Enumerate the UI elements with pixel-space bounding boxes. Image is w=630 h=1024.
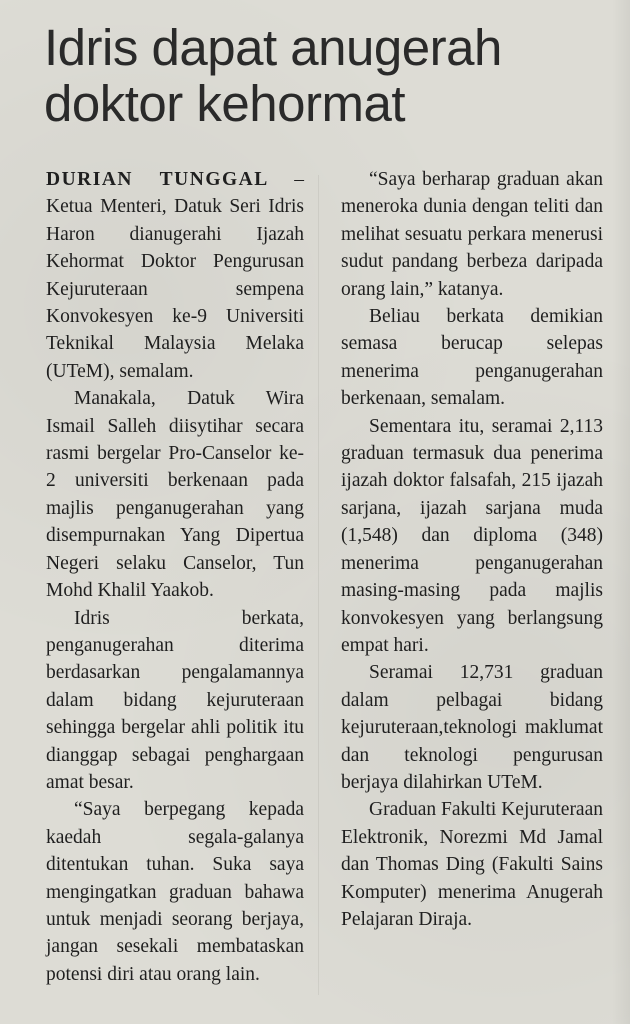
- paragraph: Graduan Fakulti Kejuruteraan Elektronik, Norezmi Md Jamal dan Thomas Ding (Fakulti Sains Komputer) menerima Anugerah Pelajaran Diraja.: [341, 799, 603, 930]
- column-divider: [318, 175, 319, 995]
- paragraph: Sementara itu, seramai 2,113 graduan termasuk dua penerima ijazah doktor falsafah, 215 ijazah sarjana, ijazah sarjana muda (1,548) dan diploma (348) menerima penganugerahan masing-masing pada majlis konvokesyen yang berlangsung empat hari.: [341, 415, 603, 656]
- article-column-left: [46, 166, 304, 988]
- paragraph: “Saya berharap graduan akan meneroka dunia dengan teliti dan melihat sesuatu perkara menerusi sudut pandang berbeza daripada orang lain,” katanya.: [341, 169, 603, 300]
- dateline: DURIAN TUNGGAL: [46, 169, 269, 190]
- paragraph: [46, 166, 304, 385]
- paragraph-text: – Ketua Menteri, Datuk Seri Idris Haron dianugerahi Ijazah Kehormat Doktor Pengurusan Kejuruteraan sempena Konvokesyen ke-9 Universiti Teknikal Malaysia Melaka (UTeM), semalam.: [46, 169, 304, 382]
- paragraph: Seramai 12,731 graduan dalam pelbagai bidang kejuruteraan,teknologi maklumat dan teknologi pengurusan berjaya dilahirkan UTeM.: [341, 662, 603, 793]
- article-column-right: [341, 166, 603, 933]
- page-edge-shadow: [612, 0, 630, 1024]
- paragraph: “Saya berpegang kepada kaedah segala-galanya ditentukan tuhan. Suka saya mengingatkan graduan bahawa untuk menjadi seorang berjaya, jangan sesekali membataskan potensi diri atau orang lain.: [46, 799, 304, 985]
- paragraph: Manakala, Datuk Wira Ismail Salleh diisytihar secara rasmi bergelar Pro-Canselor ke-2 universiti berkenaan pada majlis penganugerahan yang disempurnakan Yang Dipertua Negeri selaku Canselor, Tun Mohd Khalil Yaakob.: [46, 388, 304, 602]
- paragraph: Beliau berkata demikian semasa berucap selepas menerima penganugerahan berkenaan, semalam.: [341, 306, 603, 410]
- paragraph: Idris berkata, penganugerahan diterima berdasarkan pengalamannya dalam bidang kejuruteraan sehingga bergelar ahli politik itu dianggap sebagai penghargaan amat besar.: [46, 607, 304, 793]
- headline: Idris dapat anugerah doktor kehormat: [44, 19, 502, 132]
